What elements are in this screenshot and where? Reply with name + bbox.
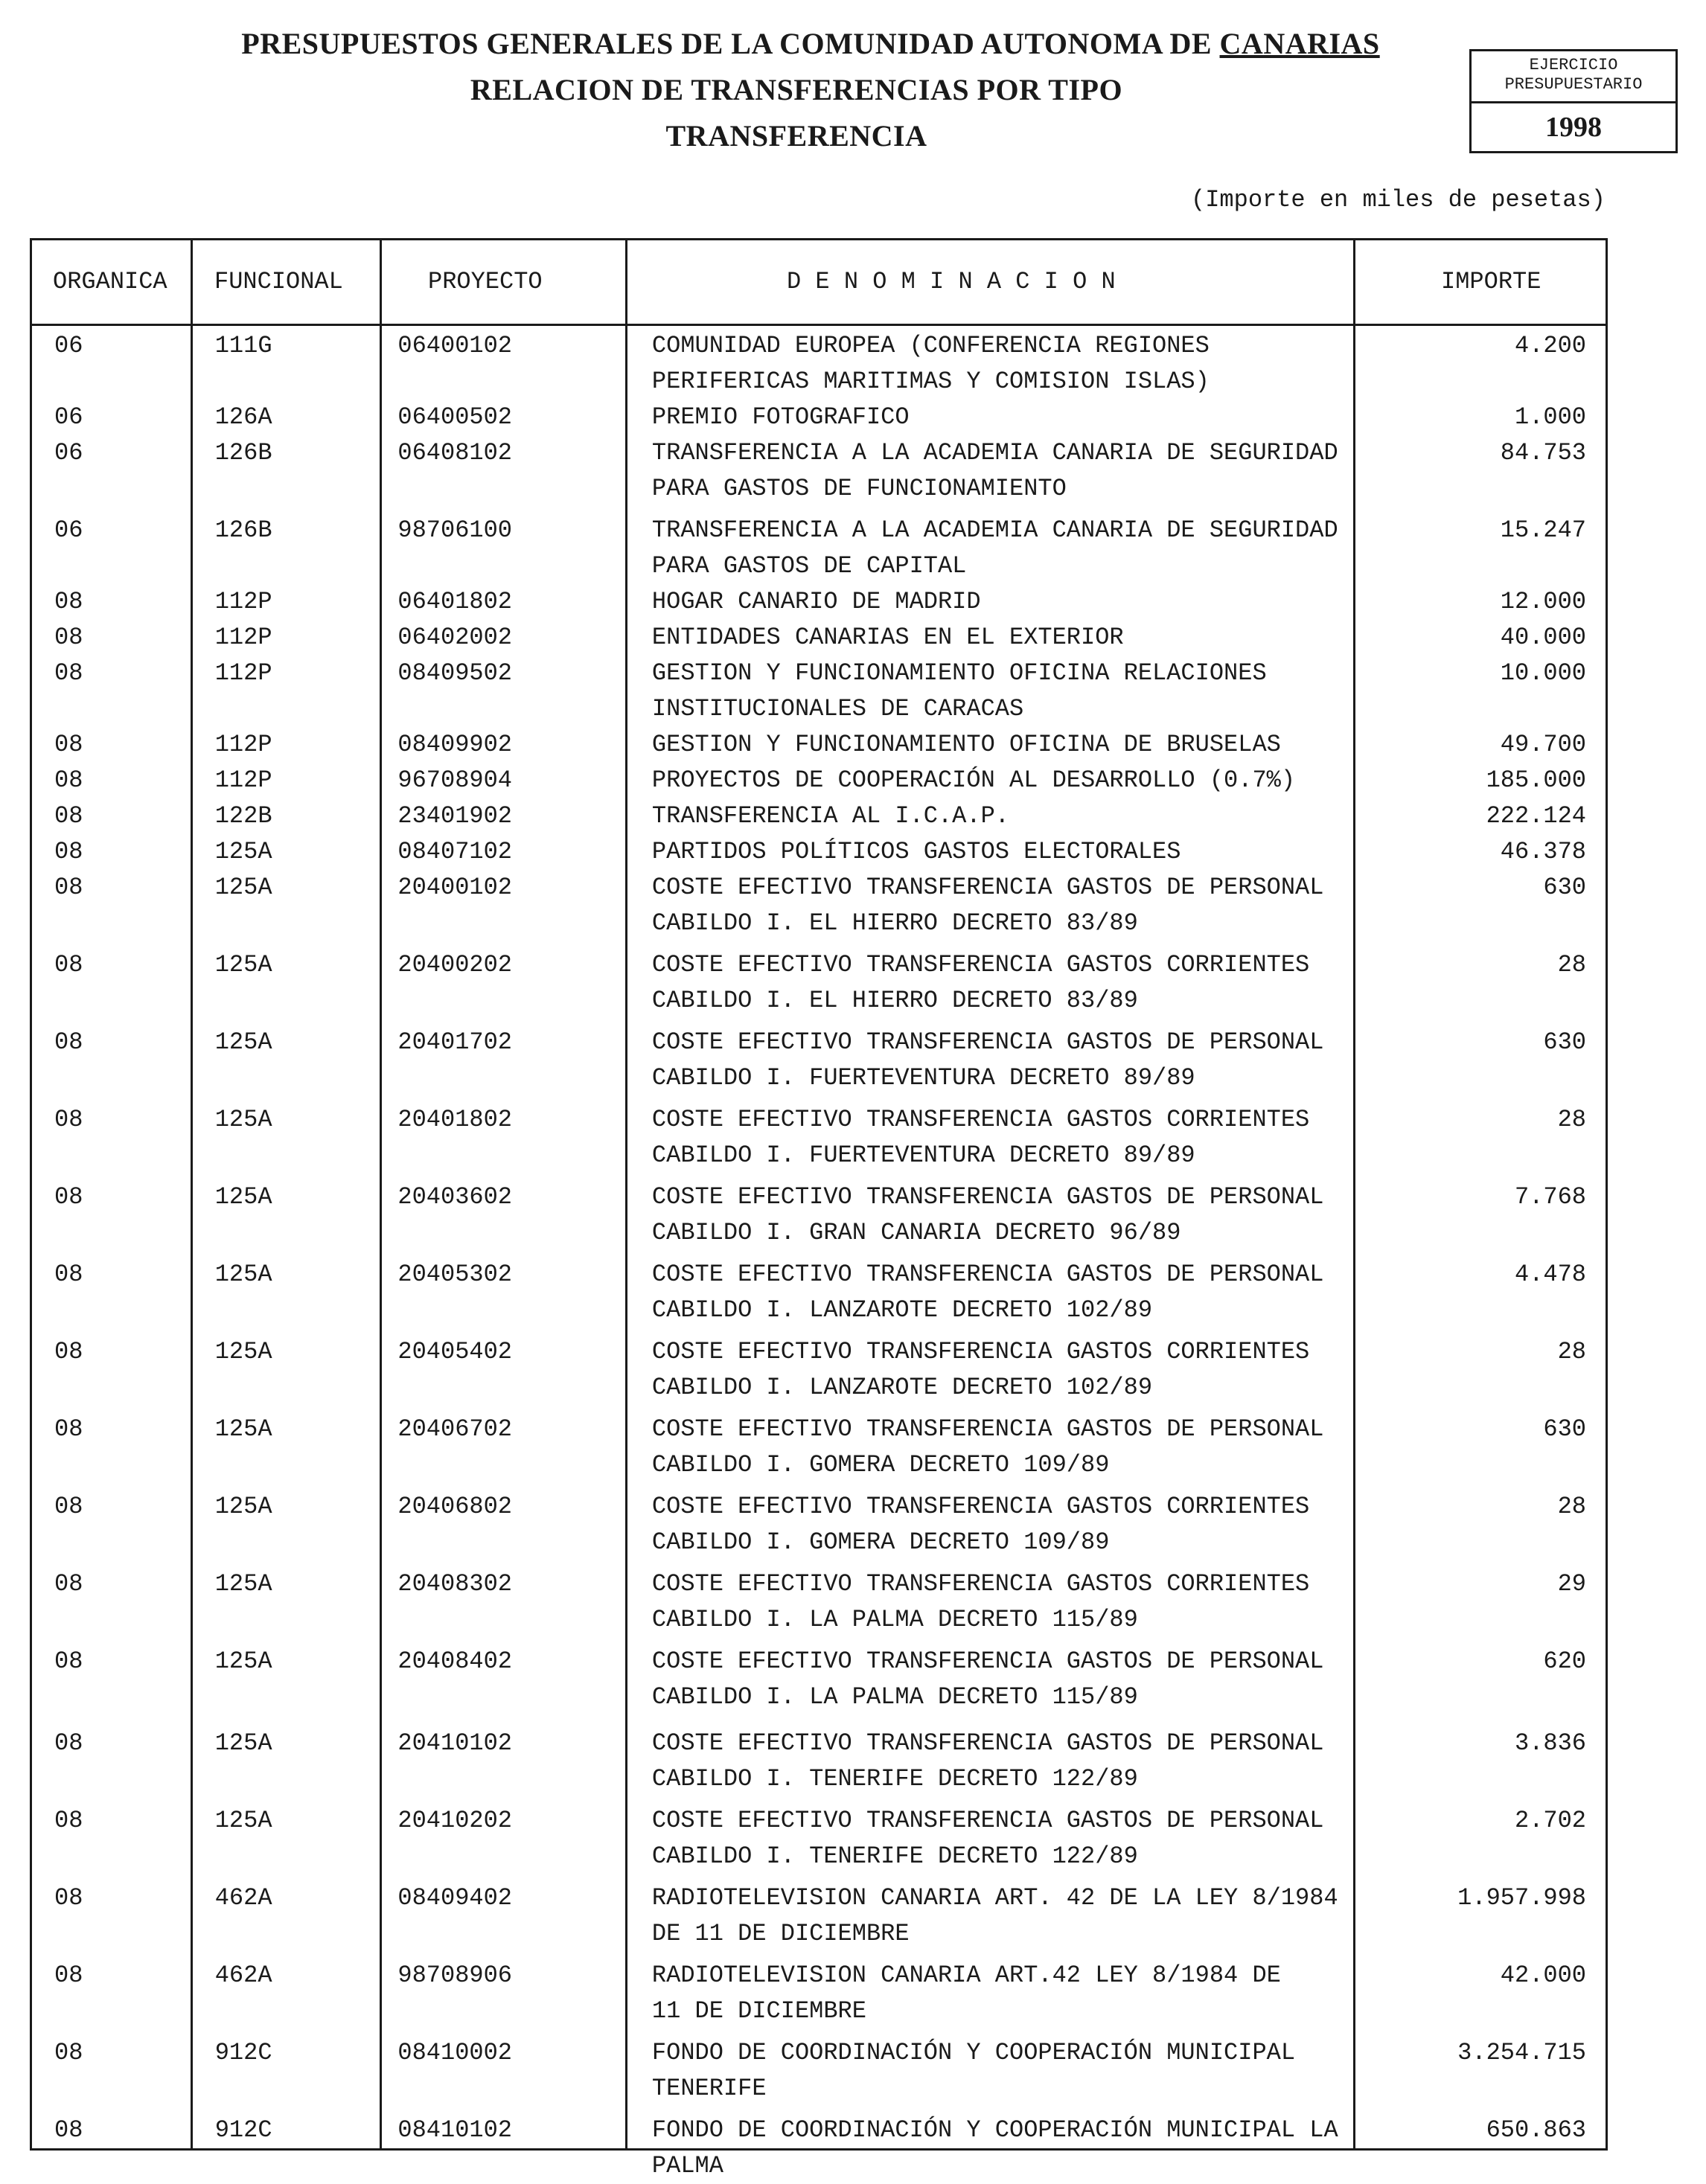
cell-funcional: 125A bbox=[214, 1647, 272, 1675]
cell-proyecto: 06408102 bbox=[397, 439, 512, 467]
cell-proyecto: 20401702 bbox=[397, 1028, 512, 1056]
cell-denominacion: COSTE EFECTIVO TRANSFERENCIA GASTOS DE PERSONAL CABILDO I. LA PALMA DECRETO 115/89 bbox=[651, 1647, 1324, 1711]
table-row bbox=[32, 1257, 1606, 1328]
cell-funcional: 912C bbox=[214, 2039, 272, 2066]
cell-denominacion: FONDO DE COORDINACIÓN Y COOPERACIÓN MUNICIPAL TENERIFE bbox=[651, 2039, 1296, 2102]
table-row bbox=[32, 584, 1606, 620]
cell-importe: 4.478 bbox=[1514, 1261, 1586, 1288]
budget-year-value: 1998 bbox=[1545, 112, 1602, 143]
cell-funcional: 112P bbox=[214, 731, 272, 758]
table-row bbox=[32, 1880, 1606, 1952]
cell-proyecto: 20403602 bbox=[397, 1183, 512, 1211]
cell-proyecto: 20408302 bbox=[397, 1570, 512, 1598]
cell-denominacion: PARTIDOS POLÍTICOS GASTOS ELECTORALES bbox=[651, 838, 1181, 865]
cell-organica: 08 bbox=[54, 1570, 83, 1598]
cell-organica: 08 bbox=[54, 1338, 83, 1365]
cell-importe: 46.378 bbox=[1500, 838, 1586, 865]
cell-importe: 630 bbox=[1543, 1028, 1586, 1056]
table-row bbox=[32, 1412, 1606, 1483]
cell-importe: 630 bbox=[1543, 1415, 1586, 1443]
cell-proyecto: 20406702 bbox=[397, 1415, 512, 1443]
column-header-importe: IMPORTE bbox=[1441, 268, 1542, 295]
cell-denominacion: RADIOTELEVISION CANARIA ART.42 LEY 8/1984 DE 11 DE DICIEMBRE bbox=[651, 1962, 1281, 2025]
table-row bbox=[32, 1803, 1606, 1874]
cell-organica: 08 bbox=[54, 588, 83, 615]
cell-denominacion: GESTION Y FUNCIONAMIENTO OFICINA RELACIONES INSTITUCIONALES DE CARACAS bbox=[651, 659, 1267, 723]
cell-denominacion: COSTE EFECTIVO TRANSFERENCIA GASTOS DE PERSONAL CABILDO I. EL HIERRO DECRETO 83/89 bbox=[651, 874, 1324, 937]
cell-proyecto: 06400102 bbox=[397, 332, 512, 359]
cell-importe: 630 bbox=[1543, 874, 1586, 901]
cell-importe: 28 bbox=[1557, 1338, 1586, 1365]
table-row bbox=[32, 798, 1606, 834]
table-row bbox=[32, 1334, 1606, 1406]
title-line-1-underlined: CANARIAS bbox=[1219, 27, 1380, 60]
cell-denominacion: COSTE EFECTIVO TRANSFERENCIA GASTOS DE PERSONAL CABILDO I. GRAN CANARIA DECRETO 96/89 bbox=[651, 1183, 1324, 1246]
cell-funcional: 112P bbox=[214, 659, 272, 687]
cell-importe: 3.836 bbox=[1514, 1729, 1586, 1757]
cell-organica: 08 bbox=[54, 1183, 83, 1211]
cell-proyecto: 20408402 bbox=[397, 1647, 512, 1675]
cell-importe: 28 bbox=[1557, 1493, 1586, 1520]
table-row bbox=[32, 947, 1606, 1019]
column-header-organica: ORGANICA bbox=[53, 268, 167, 295]
cell-organica: 08 bbox=[54, 1493, 83, 1520]
cell-importe: 10.000 bbox=[1500, 659, 1586, 687]
cell-importe: 1.000 bbox=[1514, 403, 1586, 431]
cell-importe: 84.753 bbox=[1500, 439, 1586, 467]
cell-proyecto: 08410002 bbox=[397, 2039, 512, 2066]
cell-proyecto: 08410102 bbox=[397, 2116, 512, 2144]
cell-organica: 08 bbox=[54, 1415, 83, 1443]
cell-organica: 08 bbox=[54, 731, 83, 758]
cell-denominacion: COSTE EFECTIVO TRANSFERENCIA GASTOS DE PERSONAL CABILDO I. FUERTEVENTURA DECRETO 89/89 bbox=[651, 1028, 1324, 1092]
cell-proyecto: 06400502 bbox=[397, 403, 512, 431]
cell-denominacion: COSTE EFECTIVO TRANSFERENCIA GASTOS DE PERSONAL CABILDO I. GOMERA DECRETO 109/89 bbox=[651, 1415, 1324, 1479]
cell-denominacion: TRANSFERENCIA A LA ACADEMIA CANARIA DE SEGURIDAD PARA GASTOS DE CAPITAL bbox=[651, 516, 1338, 580]
table-row bbox=[32, 2113, 1606, 2184]
table-row bbox=[32, 870, 1606, 941]
cell-funcional: 112P bbox=[214, 624, 272, 651]
cell-importe: 42.000 bbox=[1500, 1962, 1586, 1989]
column-header-denominacion: D E N O M I N A C I O N bbox=[787, 268, 1116, 295]
cell-importe: 4.200 bbox=[1514, 332, 1586, 359]
table-row bbox=[32, 727, 1606, 763]
cell-funcional: 125A bbox=[214, 1807, 272, 1834]
cell-organica: 08 bbox=[54, 1647, 83, 1675]
units-note: (Importe en miles de pesetas) bbox=[1191, 186, 1606, 214]
cell-importe: 1.957.998 bbox=[1457, 1884, 1586, 1912]
header-divider bbox=[32, 324, 1606, 326]
document-title bbox=[112, 21, 1481, 159]
table-row bbox=[32, 1566, 1606, 1638]
cell-proyecto: 98706100 bbox=[397, 516, 512, 544]
cell-organica: 08 bbox=[54, 2116, 83, 2144]
cell-organica: 06 bbox=[54, 332, 83, 359]
cell-funcional: 125A bbox=[214, 838, 272, 865]
cell-importe: 620 bbox=[1543, 1647, 1586, 1675]
cell-denominacion: COSTE EFECTIVO TRANSFERENCIA GASTOS CORRIENTES CABILDO I. LANZAROTE DECRETO 102/89 bbox=[651, 1338, 1310, 1401]
title-line-2: RELACION DE TRANSFERENCIAS POR TIPO bbox=[470, 73, 1123, 106]
cell-proyecto: 20406802 bbox=[397, 1493, 512, 1520]
cell-funcional: 125A bbox=[214, 951, 272, 979]
cell-importe: 185.000 bbox=[1486, 766, 1586, 794]
cell-organica: 08 bbox=[54, 838, 83, 865]
transfers-table bbox=[30, 238, 1608, 2180]
cell-importe: 12.000 bbox=[1500, 588, 1586, 615]
table-row bbox=[32, 435, 1606, 507]
cell-funcional: 125A bbox=[214, 1729, 272, 1757]
table-row bbox=[32, 2035, 1606, 2107]
cell-denominacion: COSTE EFECTIVO TRANSFERENCIA GASTOS CORRIENTES CABILDO I. LA PALMA DECRETO 115/89 bbox=[651, 1570, 1310, 1633]
cell-funcional: 125A bbox=[214, 1415, 272, 1443]
cell-denominacion: COSTE EFECTIVO TRANSFERENCIA GASTOS DE PERSONAL CABILDO I. TENERIFE DECRETO 122/89 bbox=[651, 1729, 1324, 1793]
cell-funcional: 112P bbox=[214, 588, 272, 615]
cell-organica: 08 bbox=[54, 802, 83, 830]
cell-proyecto: 98708906 bbox=[397, 1962, 512, 1989]
cell-denominacion: HOGAR CANARIO DE MADRID bbox=[651, 588, 981, 615]
cell-funcional: 125A bbox=[214, 874, 272, 901]
cell-importe: 222.124 bbox=[1486, 802, 1586, 830]
cell-funcional: 125A bbox=[214, 1261, 272, 1288]
cell-organica: 08 bbox=[54, 1106, 83, 1133]
cell-proyecto: 96708904 bbox=[397, 766, 512, 794]
table-body bbox=[32, 328, 1606, 2184]
cell-proyecto: 20400102 bbox=[397, 874, 512, 901]
cell-denominacion: PREMIO FOTOGRAFICO bbox=[651, 403, 910, 431]
table-row bbox=[32, 656, 1606, 727]
cell-funcional: 126B bbox=[214, 516, 272, 544]
cell-denominacion: TRANSFERENCIA A LA ACADEMIA CANARIA DE SEGURIDAD PARA GASTOS DE FUNCIONAMIENTO bbox=[651, 439, 1338, 502]
table-row bbox=[32, 1726, 1606, 1797]
table-row bbox=[32, 1958, 1606, 2029]
cell-funcional: 125A bbox=[214, 1493, 272, 1520]
cell-proyecto: 23401902 bbox=[397, 802, 512, 830]
cell-organica: 08 bbox=[54, 2039, 83, 2066]
title-line-1-text: PRESUPUESTOS GENERALES DE LA COMUNIDAD AUTONOMA DE bbox=[241, 27, 1220, 60]
cell-funcional: 125A bbox=[214, 1106, 272, 1133]
table-row bbox=[32, 400, 1606, 435]
cell-denominacion: TRANSFERENCIA AL I.C.A.P. bbox=[651, 802, 1009, 830]
budget-year-box bbox=[1469, 49, 1678, 153]
table-row bbox=[32, 834, 1606, 870]
cell-denominacion: COMUNIDAD EUROPEA (CONFERENCIA REGIONES PERIFERICAS MARITIMAS Y COMISION ISLAS) bbox=[651, 332, 1210, 395]
cell-organica: 08 bbox=[54, 1962, 83, 1989]
column-header-funcional: FUNCIONAL bbox=[214, 268, 343, 295]
cell-proyecto: 08407102 bbox=[397, 838, 512, 865]
cell-funcional: 112P bbox=[214, 766, 272, 794]
table-row bbox=[32, 513, 1606, 584]
cell-proyecto: 20405302 bbox=[397, 1261, 512, 1288]
cell-organica: 08 bbox=[54, 951, 83, 979]
cell-denominacion: COSTE EFECTIVO TRANSFERENCIA GASTOS CORRIENTES CABILDO I. GOMERA DECRETO 109/89 bbox=[651, 1493, 1310, 1556]
cell-proyecto: 20401802 bbox=[397, 1106, 512, 1133]
cell-funcional: 111G bbox=[214, 332, 272, 359]
cell-denominacion: RADIOTELEVISION CANARIA ART. 42 DE LA LEY 8/1984 DE 11 DE DICIEMBRE bbox=[651, 1884, 1338, 1947]
cell-importe: 49.700 bbox=[1500, 731, 1586, 758]
cell-importe: 40.000 bbox=[1500, 624, 1586, 651]
cell-denominacion: COSTE EFECTIVO TRANSFERENCIA GASTOS CORRIENTES CABILDO I. EL HIERRO DECRETO 83/89 bbox=[651, 951, 1310, 1014]
table-row bbox=[32, 1102, 1606, 1173]
cell-denominacion: FONDO DE COORDINACIÓN Y COOPERACIÓN MUNICIPAL LA PALMA bbox=[651, 2116, 1338, 2180]
cell-organica: 08 bbox=[54, 1807, 83, 1834]
table-row bbox=[32, 1025, 1606, 1096]
cell-organica: 08 bbox=[54, 624, 83, 651]
budget-year-label: EJERCICIO PRESUPUESTARIO bbox=[1472, 51, 1675, 103]
cell-proyecto: 08409502 bbox=[397, 659, 512, 687]
cell-organica: 08 bbox=[54, 1028, 83, 1056]
cell-funcional: 125A bbox=[214, 1183, 272, 1211]
cell-organica: 06 bbox=[54, 439, 83, 467]
cell-denominacion: COSTE EFECTIVO TRANSFERENCIA GASTOS DE PERSONAL CABILDO I. LANZAROTE DECRETO 102/89 bbox=[651, 1261, 1324, 1324]
cell-organica: 08 bbox=[54, 659, 83, 687]
table-row bbox=[32, 328, 1606, 400]
cell-funcional: 126A bbox=[214, 403, 272, 431]
cell-funcional: 125A bbox=[214, 1338, 272, 1365]
cell-denominacion: ENTIDADES CANARIAS EN EL EXTERIOR bbox=[651, 624, 1124, 651]
table-row bbox=[32, 763, 1606, 798]
title-line-1 bbox=[140, 21, 1481, 67]
cell-funcional: 126B bbox=[214, 439, 272, 467]
cell-denominacion: PROYECTOS DE COOPERACIÓN AL DESARROLLO (0.7%) bbox=[651, 766, 1296, 794]
cell-organica: 08 bbox=[54, 1729, 83, 1757]
cell-importe: 7.768 bbox=[1514, 1183, 1586, 1211]
cell-importe: 2.702 bbox=[1514, 1807, 1586, 1834]
cell-denominacion: COSTE EFECTIVO TRANSFERENCIA GASTOS DE PERSONAL CABILDO I. TENERIFE DECRETO 122/89 bbox=[651, 1807, 1324, 1870]
cell-organica: 08 bbox=[54, 1261, 83, 1288]
title-line-3: TRANSFERENCIA bbox=[665, 119, 927, 153]
cell-funcional: 462A bbox=[214, 1962, 272, 1989]
cell-importe: 650.863 bbox=[1486, 2116, 1586, 2144]
cell-proyecto: 08409902 bbox=[397, 731, 512, 758]
cell-funcional: 125A bbox=[214, 1570, 272, 1598]
cell-funcional: 125A bbox=[214, 1028, 272, 1056]
table-row bbox=[32, 620, 1606, 656]
cell-denominacion: COSTE EFECTIVO TRANSFERENCIA GASTOS CORRIENTES CABILDO I. FUERTEVENTURA DECRETO 89/89 bbox=[651, 1106, 1310, 1169]
cell-organica: 06 bbox=[54, 403, 83, 431]
cell-proyecto: 20410202 bbox=[397, 1807, 512, 1834]
table-row bbox=[32, 1179, 1606, 1251]
table-row bbox=[32, 1644, 1606, 1715]
cell-proyecto: 20405402 bbox=[397, 1338, 512, 1365]
cell-proyecto: 20400202 bbox=[397, 951, 512, 979]
cell-proyecto: 06402002 bbox=[397, 624, 512, 651]
cell-importe: 15.247 bbox=[1500, 516, 1586, 544]
cell-organica: 08 bbox=[54, 1884, 83, 1912]
cell-proyecto: 20410102 bbox=[397, 1729, 512, 1757]
column-header-proyecto: PROYECTO bbox=[428, 268, 543, 295]
cell-importe: 3.254.715 bbox=[1457, 2039, 1586, 2066]
cell-importe: 29 bbox=[1557, 1570, 1586, 1598]
cell-denominacion: GESTION Y FUNCIONAMIENTO OFICINA DE BRUSELAS bbox=[651, 731, 1281, 758]
table-row bbox=[32, 1489, 1606, 1560]
cell-importe: 28 bbox=[1557, 1106, 1586, 1133]
cell-proyecto: 08409402 bbox=[397, 1884, 512, 1912]
cell-funcional: 122B bbox=[214, 802, 272, 830]
cell-organica: 06 bbox=[54, 516, 83, 544]
cell-funcional: 912C bbox=[214, 2116, 272, 2144]
cell-funcional: 462A bbox=[214, 1884, 272, 1912]
cell-organica: 08 bbox=[54, 766, 83, 794]
cell-importe: 28 bbox=[1557, 951, 1586, 979]
cell-organica: 08 bbox=[54, 874, 83, 901]
cell-proyecto: 06401802 bbox=[397, 588, 512, 615]
